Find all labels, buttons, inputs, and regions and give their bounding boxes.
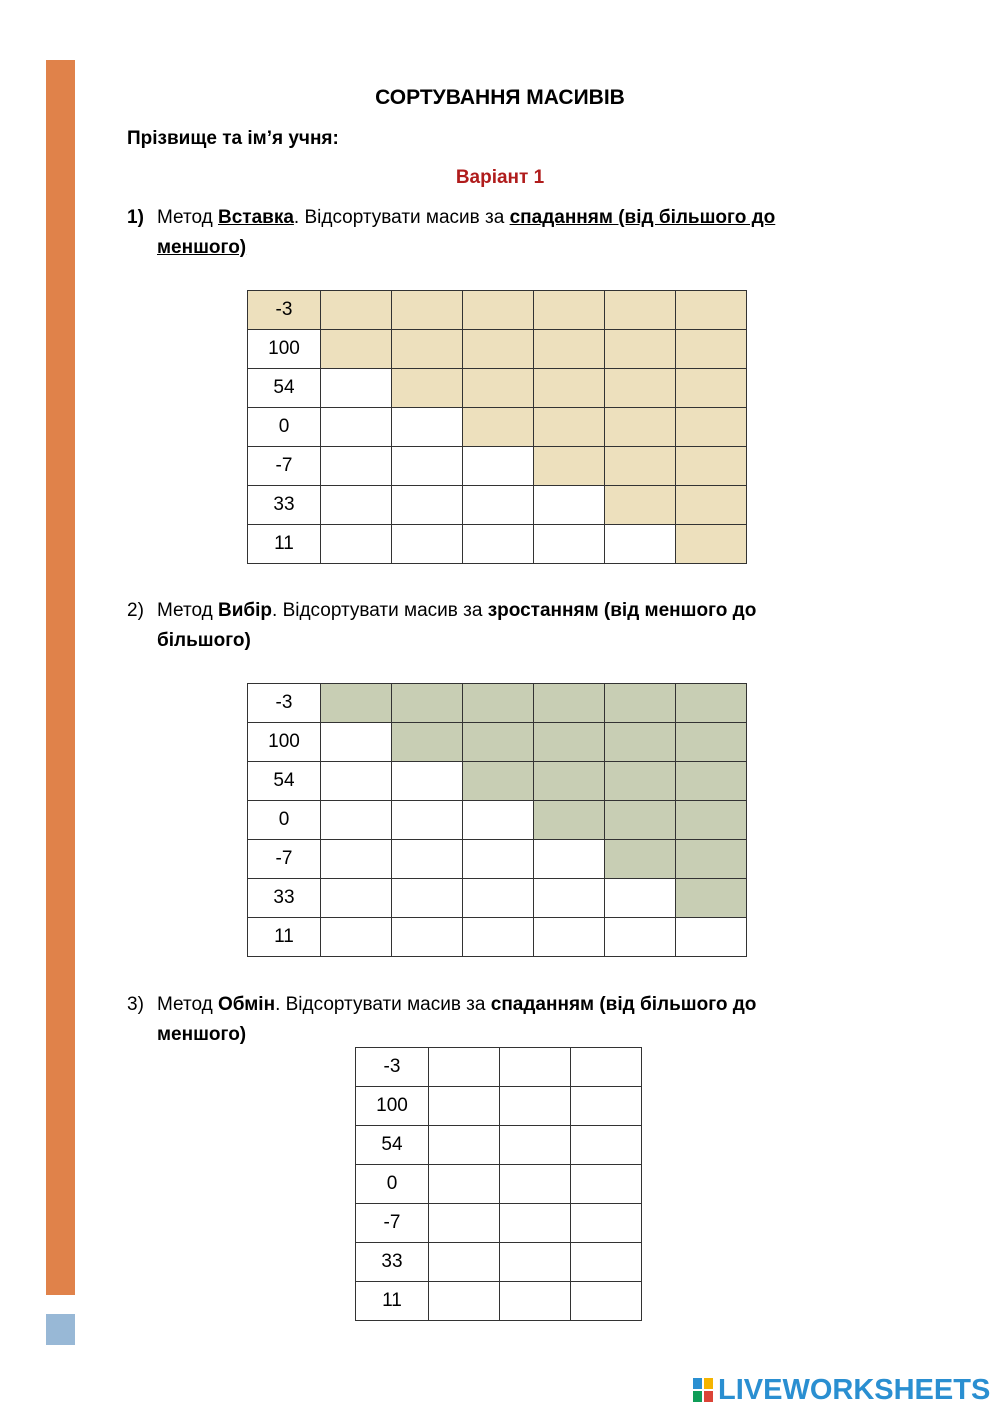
answer-cell[interactable] bbox=[500, 1204, 571, 1243]
task-order-cont: меншого) bbox=[157, 237, 247, 258]
answer-cell[interactable] bbox=[392, 486, 463, 525]
table-row bbox=[248, 486, 747, 525]
task-order-cont: меншого) bbox=[157, 1024, 247, 1045]
answer-cell[interactable] bbox=[534, 408, 605, 447]
task-text: Метод bbox=[157, 600, 218, 621]
answer-cell[interactable] bbox=[605, 918, 676, 957]
answer-cell[interactable] bbox=[571, 1048, 642, 1087]
answer-cell[interactable] bbox=[429, 1282, 500, 1321]
answer-cell[interactable] bbox=[321, 291, 392, 330]
answer-cell[interactable] bbox=[534, 525, 605, 564]
array-value-cell: 54 bbox=[356, 1126, 429, 1165]
answer-cell[interactable] bbox=[500, 1048, 571, 1087]
table-row bbox=[248, 447, 747, 486]
answer-cell[interactable] bbox=[392, 330, 463, 369]
answer-cell[interactable] bbox=[534, 369, 605, 408]
table-row bbox=[248, 369, 747, 408]
task-order: спаданням (від більшого до bbox=[509, 207, 776, 228]
answer-cell[interactable] bbox=[463, 486, 534, 525]
answer-cell[interactable] bbox=[463, 291, 534, 330]
answer-cell[interactable] bbox=[463, 684, 534, 723]
decorative-side-bar bbox=[46, 60, 75, 1295]
answer-cell[interactable] bbox=[321, 879, 392, 918]
answer-cell[interactable] bbox=[392, 408, 463, 447]
answer-cell[interactable] bbox=[429, 1165, 500, 1204]
student-name-label: Прізвище та ім’я учня: bbox=[127, 128, 339, 149]
array-value-cell: -3 bbox=[356, 1048, 429, 1087]
array-value-cell: -7 bbox=[248, 447, 321, 486]
answer-cell[interactable] bbox=[534, 723, 605, 762]
answer-cell[interactable] bbox=[605, 879, 676, 918]
answer-cell[interactable] bbox=[534, 801, 605, 840]
array-value-cell: -3 bbox=[248, 291, 321, 330]
answer-cell[interactable] bbox=[463, 918, 534, 957]
task-3 bbox=[127, 990, 887, 1050]
answer-cell[interactable] bbox=[605, 762, 676, 801]
answer-cell[interactable] bbox=[571, 1243, 642, 1282]
answer-cell[interactable] bbox=[676, 840, 747, 879]
liveworksheets-grid-icon bbox=[692, 1377, 714, 1403]
answer-cell[interactable] bbox=[392, 291, 463, 330]
table-row bbox=[248, 408, 747, 447]
answer-cell[interactable] bbox=[605, 684, 676, 723]
answer-cell[interactable] bbox=[429, 1204, 500, 1243]
answer-cell[interactable] bbox=[463, 801, 534, 840]
answer-cell[interactable] bbox=[500, 1243, 571, 1282]
answer-cell[interactable] bbox=[463, 330, 534, 369]
answer-cell[interactable] bbox=[429, 1243, 500, 1282]
answer-cell[interactable] bbox=[463, 369, 534, 408]
array-value-cell: -3 bbox=[248, 684, 321, 723]
answer-cell[interactable] bbox=[605, 330, 676, 369]
answer-cell[interactable] bbox=[463, 879, 534, 918]
array-value-cell: 0 bbox=[356, 1165, 429, 1204]
answer-cell[interactable] bbox=[463, 525, 534, 564]
answer-cell[interactable] bbox=[429, 1048, 500, 1087]
answer-cell[interactable] bbox=[676, 486, 747, 525]
answer-cell[interactable] bbox=[321, 525, 392, 564]
array-value-cell: 54 bbox=[248, 762, 321, 801]
answer-cell[interactable] bbox=[500, 1165, 571, 1204]
task-text: . Відсортувати масив за bbox=[272, 600, 488, 621]
answer-cell[interactable] bbox=[534, 291, 605, 330]
answer-cell[interactable] bbox=[571, 1126, 642, 1165]
answer-cell[interactable] bbox=[676, 291, 747, 330]
task-order: зростанням (від меншого до bbox=[487, 600, 757, 621]
answer-cell[interactable] bbox=[534, 486, 605, 525]
task-text: . Відсортувати масив за bbox=[293, 207, 510, 228]
answer-cell[interactable] bbox=[605, 447, 676, 486]
answer-cell[interactable] bbox=[463, 762, 534, 801]
answer-cell[interactable] bbox=[392, 801, 463, 840]
answer-cell[interactable] bbox=[429, 1087, 500, 1126]
answer-cell[interactable] bbox=[534, 684, 605, 723]
array-value-cell: 100 bbox=[356, 1087, 429, 1126]
array-value-cell: 100 bbox=[248, 330, 321, 369]
answer-cell[interactable] bbox=[321, 762, 392, 801]
answer-cell[interactable] bbox=[676, 447, 747, 486]
answer-cell[interactable] bbox=[392, 684, 463, 723]
answer-cell[interactable] bbox=[392, 723, 463, 762]
answer-cell[interactable] bbox=[463, 408, 534, 447]
answer-cell[interactable] bbox=[500, 1282, 571, 1321]
table-row bbox=[248, 525, 747, 564]
answer-cell[interactable] bbox=[463, 840, 534, 879]
answer-cell[interactable] bbox=[500, 1126, 571, 1165]
answer-cell[interactable] bbox=[605, 840, 676, 879]
array-value-cell: 0 bbox=[248, 801, 321, 840]
array-value-cell: 100 bbox=[248, 723, 321, 762]
answer-cell[interactable] bbox=[534, 330, 605, 369]
answer-cell[interactable] bbox=[605, 369, 676, 408]
array-value-cell: 54 bbox=[248, 369, 321, 408]
table-row bbox=[356, 1204, 642, 1243]
table-row bbox=[248, 723, 747, 762]
answer-cell[interactable] bbox=[605, 723, 676, 762]
task-order-cont: більшого) bbox=[157, 630, 251, 651]
table-row bbox=[356, 1282, 642, 1321]
table-row bbox=[248, 762, 747, 801]
task-number: 3) bbox=[127, 994, 144, 1015]
task-number: 2) bbox=[127, 600, 144, 621]
answer-cell[interactable] bbox=[463, 447, 534, 486]
answer-cell[interactable] bbox=[676, 525, 747, 564]
array-value-cell: -7 bbox=[248, 840, 321, 879]
answer-cell[interactable] bbox=[392, 918, 463, 957]
answer-cell[interactable] bbox=[571, 1087, 642, 1126]
answer-cell[interactable] bbox=[676, 762, 747, 801]
answer-cell[interactable] bbox=[321, 486, 392, 525]
answer-cell[interactable] bbox=[321, 918, 392, 957]
table-row bbox=[356, 1087, 642, 1126]
answer-cell[interactable] bbox=[321, 330, 392, 369]
table-row bbox=[248, 801, 747, 840]
logo-text: LIVEWORKSHEETS bbox=[718, 1373, 991, 1406]
answer-cell[interactable] bbox=[321, 684, 392, 723]
table-row bbox=[248, 918, 747, 957]
answer-cell[interactable] bbox=[676, 918, 747, 957]
answer-cell[interactable] bbox=[321, 369, 392, 408]
answer-cell[interactable] bbox=[392, 525, 463, 564]
variant-label: Варіант 1 bbox=[455, 167, 545, 188]
array-value-cell: -7 bbox=[356, 1204, 429, 1243]
task-2 bbox=[127, 596, 887, 656]
answer-cell[interactable] bbox=[500, 1087, 571, 1126]
answer-cell[interactable] bbox=[676, 879, 747, 918]
answer-cell[interactable] bbox=[605, 291, 676, 330]
answer-cell[interactable] bbox=[605, 525, 676, 564]
task-text: . Відсортувати масив за bbox=[275, 994, 491, 1015]
answer-cell[interactable] bbox=[392, 762, 463, 801]
array-value-cell: 33 bbox=[248, 486, 321, 525]
answer-cell[interactable] bbox=[534, 762, 605, 801]
table-row bbox=[248, 330, 747, 369]
task-text: Метод bbox=[157, 994, 218, 1015]
answer-cell[interactable] bbox=[534, 918, 605, 957]
decorative-side-square bbox=[46, 1314, 75, 1345]
table-row bbox=[248, 879, 747, 918]
answer-cell[interactable] bbox=[534, 447, 605, 486]
answer-cell[interactable] bbox=[676, 369, 747, 408]
array-value-cell: 33 bbox=[356, 1243, 429, 1282]
answer-cell[interactable] bbox=[571, 1282, 642, 1321]
table-row bbox=[356, 1165, 642, 1204]
answer-cell[interactable] bbox=[429, 1126, 500, 1165]
array-value-cell: 11 bbox=[356, 1282, 429, 1321]
table-row bbox=[356, 1048, 642, 1087]
table-row bbox=[356, 1243, 642, 1282]
answer-cell[interactable] bbox=[676, 684, 747, 723]
task-order: спаданням (від більшого до bbox=[490, 994, 757, 1015]
answer-cell[interactable] bbox=[605, 801, 676, 840]
liveworksheets-logo bbox=[692, 1375, 990, 1405]
answer-cell[interactable] bbox=[605, 486, 676, 525]
sorting-table-insertion bbox=[247, 290, 747, 564]
answer-cell[interactable] bbox=[534, 879, 605, 918]
task-method: Вставка bbox=[217, 207, 294, 228]
answer-cell[interactable] bbox=[571, 1204, 642, 1243]
answer-cell[interactable] bbox=[392, 447, 463, 486]
answer-cell[interactable] bbox=[605, 408, 676, 447]
answer-cell[interactable] bbox=[321, 840, 392, 879]
task-text: Метод bbox=[157, 207, 218, 228]
table-row bbox=[248, 840, 747, 879]
array-value-cell: 11 bbox=[248, 525, 321, 564]
table-row bbox=[248, 684, 747, 723]
answer-cell[interactable] bbox=[392, 840, 463, 879]
task-number: 1) bbox=[127, 207, 144, 228]
page-title: СОРТУВАННЯ МАСИВІВ bbox=[375, 86, 625, 109]
table-row bbox=[248, 291, 747, 330]
answer-cell[interactable] bbox=[676, 723, 747, 762]
table-row bbox=[356, 1126, 642, 1165]
task-method: Обмін bbox=[217, 994, 276, 1015]
array-value-cell: 11 bbox=[248, 918, 321, 957]
task-1 bbox=[127, 203, 887, 263]
task-method: Вибір bbox=[217, 600, 273, 621]
answer-cell[interactable] bbox=[676, 801, 747, 840]
answer-cell[interactable] bbox=[392, 369, 463, 408]
answer-cell[interactable] bbox=[321, 447, 392, 486]
sorting-table-bubble bbox=[355, 1047, 642, 1321]
sorting-table-selection bbox=[247, 683, 747, 957]
answer-cell[interactable] bbox=[321, 801, 392, 840]
answer-cell[interactable] bbox=[676, 408, 747, 447]
answer-cell[interactable] bbox=[534, 840, 605, 879]
answer-cell[interactable] bbox=[392, 879, 463, 918]
array-value-cell: 0 bbox=[248, 408, 321, 447]
answer-cell[interactable] bbox=[676, 330, 747, 369]
array-value-cell: 33 bbox=[248, 879, 321, 918]
answer-cell[interactable] bbox=[321, 408, 392, 447]
answer-cell[interactable] bbox=[463, 723, 534, 762]
answer-cell[interactable] bbox=[321, 723, 392, 762]
answer-cell[interactable] bbox=[571, 1165, 642, 1204]
